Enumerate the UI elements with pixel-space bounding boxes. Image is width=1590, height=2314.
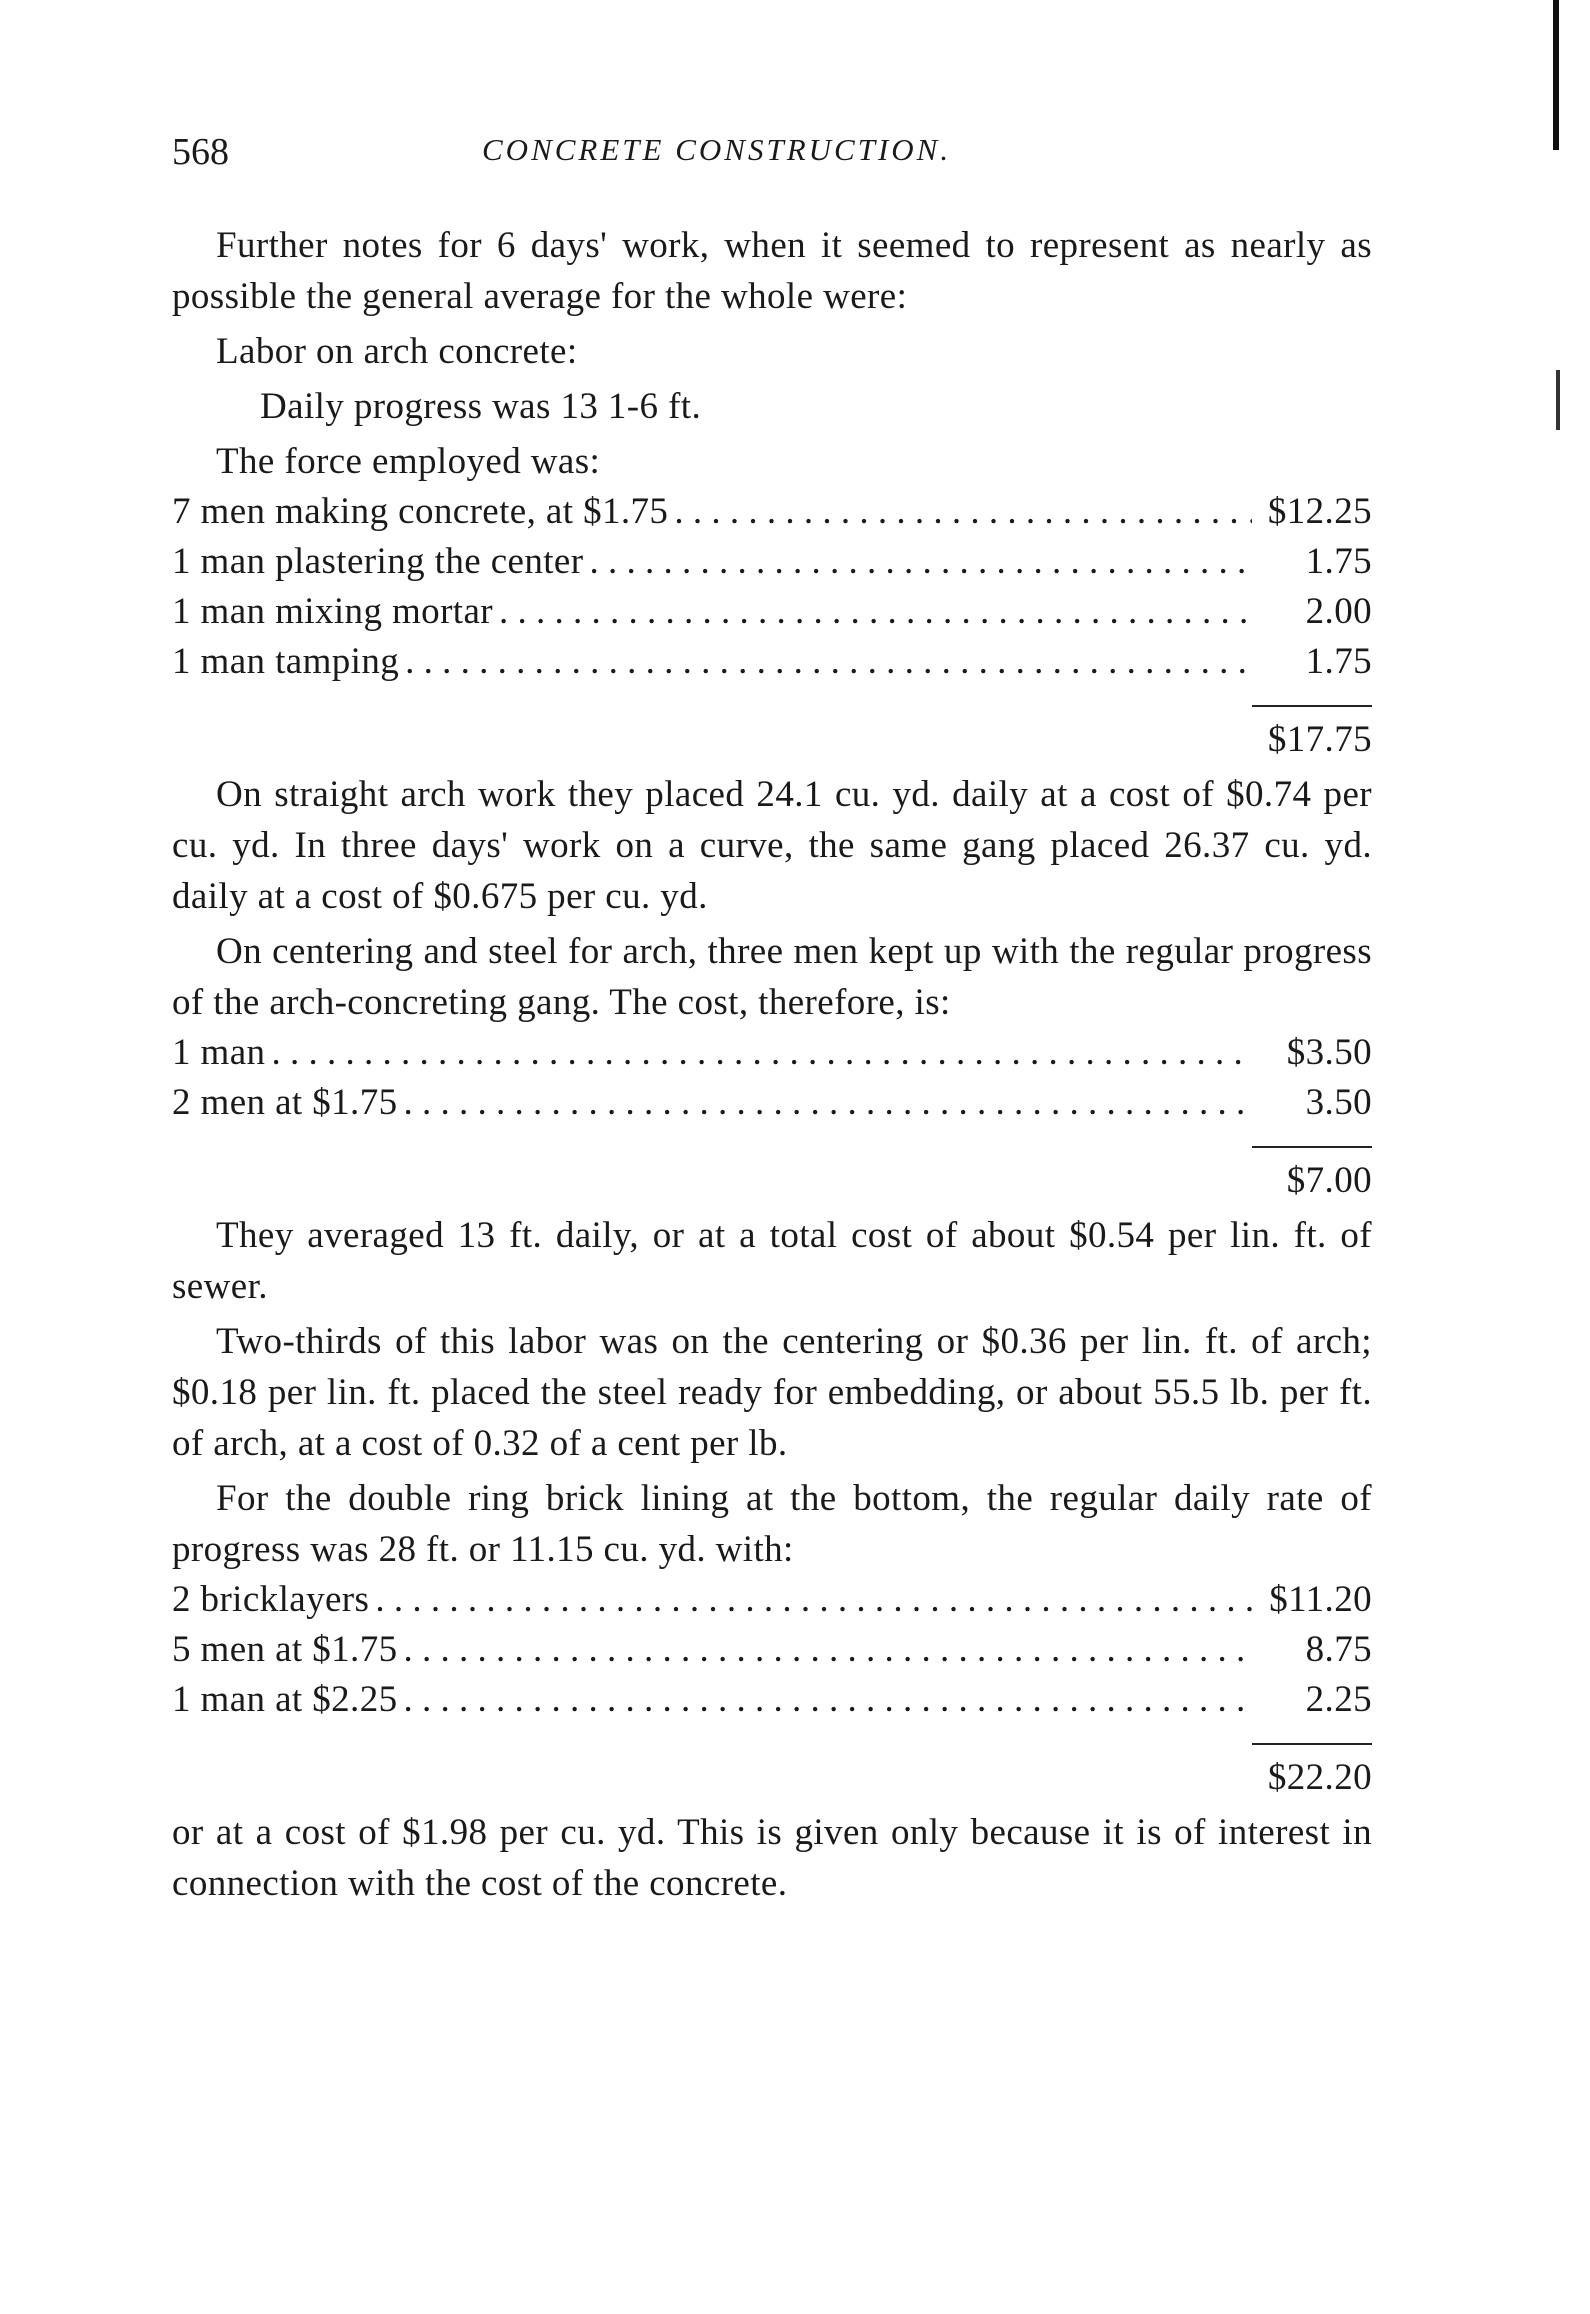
table-row xyxy=(172,1028,1372,1078)
row-amount: $11.20 xyxy=(1269,1579,1372,1620)
paragraph-averaged: They averaged 13 ft. daily, or at a total cost of about $0.54 per lin. ft. of sewer. xyxy=(172,1215,1372,1307)
leader-dots xyxy=(398,1625,1252,1675)
row-label: 5 men at $1.75 xyxy=(172,1629,398,1670)
row-amount: 3.50 xyxy=(1305,1082,1372,1123)
paragraph-two-thirds: Two-thirds of this labor was on the centering or $0.36 per lin. ft. of arch; $0.18 per lin. ft. placed the steel ready for embedding, or about 55.5 lb. per ft. of arch, at a cost of 0.32 of a cent per lb. xyxy=(172,1321,1372,1464)
row-amount: 1.75 xyxy=(1305,641,1372,682)
table-row xyxy=(172,537,1372,587)
leader-dots xyxy=(398,1078,1252,1128)
leader-dots xyxy=(369,1575,1252,1625)
table-row xyxy=(172,637,1372,687)
daily-progress: Daily progress was 13 1-6 ft. xyxy=(260,386,702,427)
row-label: 1 man plastering the center xyxy=(172,541,584,582)
paragraph-straight-arch: On straight arch work they placed 24.1 cu. yd. daily at a cost of $0.74 per cu. yd. In three days' work on a curve, the same gang placed 26.37 cu. yd. daily at a cost of $0.675 per cu. yd. xyxy=(172,774,1372,917)
force-heading: The force employed was: xyxy=(216,441,601,482)
row-label: 1 man tamping xyxy=(172,641,400,682)
row-amount: 2.00 xyxy=(1305,591,1372,632)
table-total: $7.00 xyxy=(1286,1160,1372,1201)
leader-dots xyxy=(399,637,1252,687)
brick-cost-table xyxy=(172,1575,1372,1803)
row-label: 1 man xyxy=(172,1032,266,1073)
paragraph-brick-lining: For the double ring brick lining at the bottom, the regular daily rate of progress was 28 ft. or 11.15 cu. yd. with: xyxy=(172,1478,1372,1570)
sum-rule xyxy=(1252,1743,1372,1745)
centering-cost-table xyxy=(172,1028,1372,1206)
table-row xyxy=(172,487,1372,537)
table-row xyxy=(172,1675,1372,1725)
leader-dots xyxy=(398,1675,1252,1725)
running-head: CONCRETE CONSTRUCTION. xyxy=(482,132,952,167)
leader-dots xyxy=(583,537,1252,587)
row-label: 7 men making concrete, at $1.75 xyxy=(172,491,669,532)
sum-rule xyxy=(1252,705,1372,707)
table-row xyxy=(172,1078,1372,1128)
row-label: 1 man at $2.25 xyxy=(172,1679,398,1720)
paragraph-intro: Further notes for 6 days' work, when it seemed to represent as nearly as possible the general average for the whole were: xyxy=(172,225,1372,317)
table-row xyxy=(172,587,1372,637)
row-amount: $3.50 xyxy=(1286,1032,1372,1073)
page-number: 568 xyxy=(172,131,229,173)
row-amount: 2.25 xyxy=(1305,1679,1372,1720)
leader-dots xyxy=(265,1028,1252,1078)
binding-mark-small xyxy=(1556,370,1560,430)
table-row xyxy=(172,1625,1372,1675)
row-amount: 8.75 xyxy=(1305,1629,1372,1670)
row-amount: 1.75 xyxy=(1305,541,1372,582)
sum-rule xyxy=(1252,1146,1372,1148)
table-total: $17.75 xyxy=(1267,719,1372,760)
row-label: 2 bricklayers xyxy=(172,1579,370,1620)
table-row xyxy=(172,1575,1372,1625)
paragraph-centering: On centering and steel for arch, three men kept up with the regular progress of the arch-concreting gang. The cost, therefore, is: xyxy=(172,931,1372,1023)
page-header xyxy=(172,120,1372,180)
row-label: 1 man mixing mortar xyxy=(172,591,494,632)
binding-mark xyxy=(1553,0,1559,150)
table-total: $22.20 xyxy=(1267,1757,1372,1798)
leader-dots xyxy=(668,487,1252,537)
force-cost-table xyxy=(172,487,1372,765)
labor-heading: Labor on arch concrete: xyxy=(216,331,578,372)
row-amount: $12.25 xyxy=(1267,491,1372,532)
paragraph-closing: or at a cost of $1.98 per cu. yd. This is given only because it is of interest in connection with the cost of the concrete. xyxy=(172,1812,1372,1904)
leader-dots xyxy=(493,587,1252,637)
row-label: 2 men at $1.75 xyxy=(172,1082,398,1123)
book-page xyxy=(172,120,1372,1909)
